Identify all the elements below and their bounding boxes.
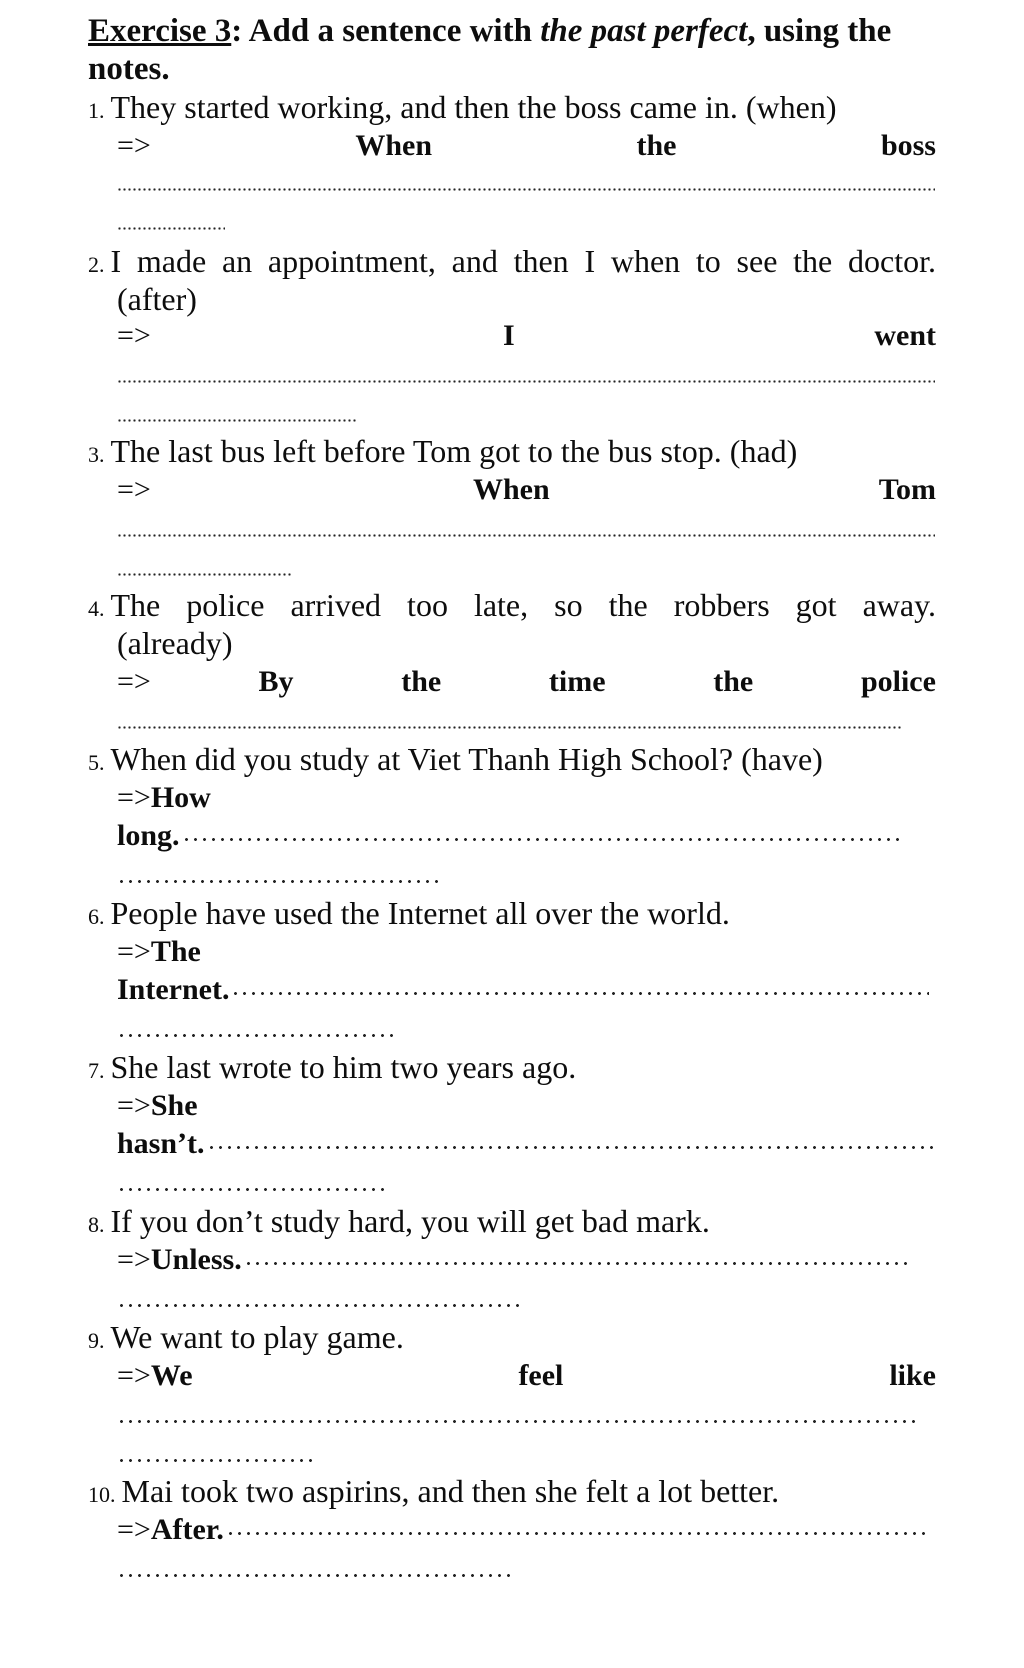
question-text: They started working, and then the boss came in. (when) bbox=[110, 89, 837, 125]
cue-word: time bbox=[548, 665, 606, 698]
question-number: 9. bbox=[88, 1328, 105, 1353]
arrow: => bbox=[117, 935, 151, 968]
answer-line[interactable] bbox=[117, 419, 357, 422]
cue-word: The bbox=[150, 935, 201, 968]
arrow: => bbox=[117, 665, 151, 698]
cue-word: the bbox=[713, 665, 754, 698]
heading-emphasis: the past perfect bbox=[540, 13, 748, 49]
cue-word: the bbox=[401, 665, 442, 698]
cue-word: When bbox=[355, 129, 432, 162]
question-number: 4. bbox=[88, 596, 105, 621]
question-3 bbox=[88, 432, 936, 474]
answer-line[interactable] bbox=[226, 1532, 929, 1535]
answer-line[interactable] bbox=[117, 227, 225, 230]
answer-cue-7 bbox=[117, 1088, 936, 1124]
cue-word: hasn’t. bbox=[117, 1127, 205, 1160]
answer-cue-5 bbox=[117, 780, 936, 816]
cue-word: When bbox=[473, 473, 550, 506]
question-8 bbox=[88, 1202, 936, 1244]
question-text: (already) bbox=[117, 625, 233, 661]
question-number: 1. bbox=[88, 98, 105, 123]
answer-line[interactable] bbox=[182, 838, 903, 841]
answer-row-7 bbox=[117, 1126, 935, 1162]
answer-line[interactable] bbox=[231, 992, 929, 995]
question-text: She last wrote to him two years ago. bbox=[110, 1049, 577, 1085]
question-1 bbox=[88, 88, 936, 130]
cue-word: How bbox=[150, 781, 211, 814]
answer-line[interactable] bbox=[117, 1188, 387, 1191]
answer-row-5 bbox=[117, 818, 903, 854]
cue-word: We bbox=[150, 1359, 193, 1392]
answer-cue-1 bbox=[117, 128, 936, 164]
answer-cue-6 bbox=[117, 934, 936, 970]
question-text: The last bus left before Tom got to the bus stop. (had) bbox=[110, 433, 798, 469]
heading-text: : Add a sentence with bbox=[231, 13, 541, 49]
question-4-continuation bbox=[117, 624, 417, 662]
cue-word: boss bbox=[880, 129, 936, 162]
cue-word: She bbox=[150, 1089, 198, 1122]
cue-word: By bbox=[258, 665, 294, 698]
arrow: => bbox=[117, 319, 151, 352]
question-2-continuation bbox=[117, 280, 417, 318]
answer-line[interactable] bbox=[117, 1459, 315, 1462]
question-text: (after) bbox=[117, 281, 197, 317]
cue-word: After. bbox=[150, 1513, 224, 1546]
question-5 bbox=[88, 740, 936, 782]
question-number: 3. bbox=[88, 442, 105, 467]
answer-line[interactable] bbox=[117, 1420, 915, 1423]
answer-line[interactable] bbox=[117, 726, 901, 729]
question-7 bbox=[88, 1048, 936, 1090]
cue-word: police bbox=[860, 665, 936, 698]
question-2 bbox=[88, 242, 936, 284]
question-number: 8. bbox=[88, 1212, 105, 1237]
cue-word: Tom bbox=[878, 473, 936, 506]
question-6 bbox=[88, 894, 936, 936]
question-text: People have used the Internet all over the world. bbox=[110, 895, 730, 931]
arrow: => bbox=[117, 1243, 151, 1276]
exercise-label: Exercise 3 bbox=[88, 13, 232, 49]
cue-word: feel bbox=[518, 1359, 564, 1392]
answer-cue-4 bbox=[117, 664, 936, 700]
arrow: => bbox=[117, 1089, 151, 1122]
answer-row-10 bbox=[117, 1512, 929, 1548]
question-text: We want to play game. bbox=[110, 1319, 404, 1355]
answer-line[interactable] bbox=[117, 1034, 397, 1037]
answer-line[interactable] bbox=[244, 1262, 907, 1265]
answer-line[interactable] bbox=[117, 380, 935, 383]
cue-word: like bbox=[889, 1359, 936, 1392]
answer-line[interactable] bbox=[117, 534, 935, 537]
arrow: => bbox=[117, 129, 151, 162]
exercise-heading bbox=[88, 12, 934, 88]
question-9 bbox=[88, 1318, 936, 1360]
answer-line[interactable] bbox=[117, 1304, 525, 1307]
answer-line[interactable] bbox=[117, 573, 291, 576]
answer-line[interactable] bbox=[207, 1146, 935, 1149]
question-text: When did you study at Viet Thanh High School? (have) bbox=[110, 741, 823, 777]
cue-word: the bbox=[636, 129, 677, 162]
arrow: => bbox=[117, 1513, 151, 1546]
answer-cue-9 bbox=[117, 1358, 936, 1394]
cue-word: I bbox=[503, 319, 515, 352]
arrow: => bbox=[117, 1359, 151, 1392]
question-text: I made an appointment, and then I when to see the doctor. bbox=[110, 243, 936, 279]
question-text: If you don’t study hard, you will get bad mark. bbox=[110, 1203, 710, 1239]
answer-line[interactable] bbox=[117, 880, 441, 883]
heading-text-end: , using the notes. bbox=[88, 13, 892, 87]
answer-line[interactable] bbox=[117, 1574, 513, 1577]
arrow: => bbox=[117, 781, 151, 814]
cue-word: long. bbox=[117, 819, 180, 852]
answer-line[interactable] bbox=[117, 188, 935, 191]
question-number: 5. bbox=[88, 750, 105, 775]
question-number: 6. bbox=[88, 904, 105, 929]
question-text: The police arrived too late, so the robbers got away. bbox=[110, 587, 936, 623]
question-number: 7. bbox=[88, 1058, 105, 1083]
cue-word: Unless. bbox=[150, 1243, 242, 1276]
question-text: Mai took two aspirins, and then she felt a lot better. bbox=[121, 1473, 780, 1509]
answer-row-6 bbox=[117, 972, 929, 1008]
question-number: 2. bbox=[88, 252, 105, 277]
question-4 bbox=[88, 586, 936, 628]
cue-word: Internet. bbox=[117, 973, 230, 1006]
arrow: => bbox=[117, 473, 151, 506]
cue-word: went bbox=[874, 319, 936, 352]
question-10 bbox=[88, 1472, 936, 1514]
question-number: 10. bbox=[88, 1482, 116, 1507]
answer-row-8 bbox=[117, 1242, 907, 1278]
